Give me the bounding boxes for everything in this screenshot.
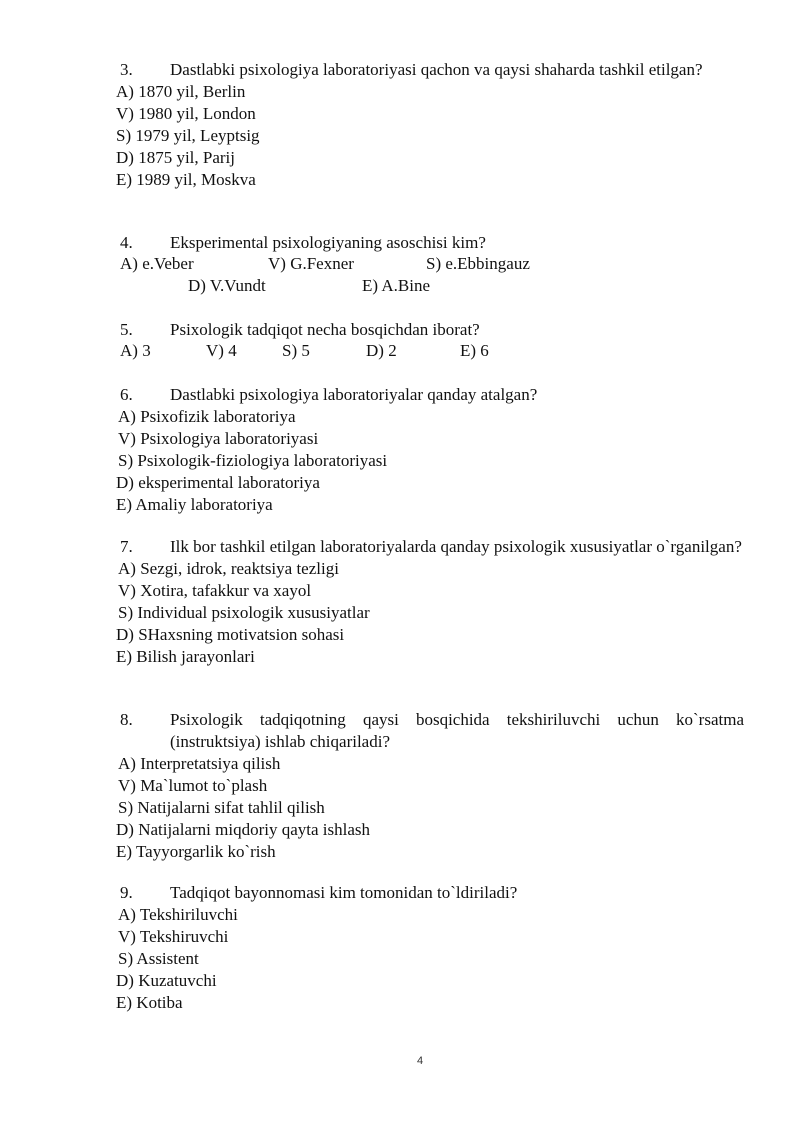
option-s: S) Natijalarni sifat tahlil qilish — [118, 798, 325, 817]
option-e: E) Amaliy laboratoriya — [116, 495, 273, 514]
question-number: 6. — [120, 385, 133, 404]
question-4 — [116, 232, 744, 298]
option-e: E) 1989 yil, Moskva — [116, 170, 256, 189]
options-row — [116, 341, 744, 363]
question-stem — [116, 59, 744, 81]
question-text: Eksperimental psixologiyaning asoschisi kim? — [170, 233, 486, 252]
option-s: S) Psixologik-fiziologiya laboratoriyasi — [118, 451, 388, 470]
question-stem — [116, 709, 744, 753]
option-e: E) 6 — [460, 341, 489, 360]
question-stem — [116, 232, 744, 254]
question-5 — [116, 319, 744, 363]
option-d: D) SHaxsning motivatsion sohasi — [116, 625, 345, 644]
option-a: A) 3 — [120, 341, 151, 360]
option-s: S) 5 — [282, 341, 310, 360]
question-stem — [116, 319, 744, 341]
question-stem — [116, 536, 744, 558]
option-v: V) 4 — [206, 341, 237, 360]
option-s: S) Individual psixologik xususiyatlar — [118, 603, 370, 622]
question-text: Dastlabki psixologiya laboratoriyalar qanday atalgan? — [170, 385, 538, 404]
option-e: E) Kotiba — [116, 993, 183, 1012]
option-e: E) Bilish jarayonlari — [116, 647, 255, 666]
options-row-2 — [116, 276, 744, 298]
option-d: D) 1875 yil, Parij — [116, 148, 235, 167]
question-stem — [116, 384, 744, 406]
option-v: V) Ma`lumot to`plash — [118, 776, 268, 795]
question-8 — [116, 709, 744, 863]
answer-options — [116, 558, 744, 668]
question-number: 9. — [120, 883, 133, 902]
option-d: D) V.Vundt — [188, 276, 266, 295]
question-number: 5. — [120, 320, 133, 339]
answer-options — [116, 406, 744, 516]
question-number: 4. — [120, 233, 133, 252]
option-v: V) Tekshiruvchi — [118, 927, 229, 946]
option-s: S) Assistent — [118, 949, 199, 968]
option-e: E) A.Bine — [362, 276, 430, 295]
question-9 — [116, 882, 744, 1014]
question-number: 8. — [120, 710, 133, 729]
option-a: A) Sezgi, idrok, reaktsiya tezligi — [118, 559, 339, 578]
question-6 — [116, 384, 744, 516]
option-v: V) G.Fexner — [268, 254, 354, 273]
options-row-1 — [116, 254, 744, 276]
page-number: 4 — [416, 1055, 424, 1067]
option-s: S) 1979 yil, Leyptsig — [116, 126, 260, 145]
option-v: V) 1980 yil, London — [116, 104, 256, 123]
option-d: D) Kuzatuvchi — [116, 971, 217, 990]
option-a: A) Interpretatsiya qilish — [118, 754, 281, 773]
option-s: S) e.Ebbingauz — [426, 254, 530, 273]
answer-options — [116, 904, 744, 1014]
question-stem — [116, 882, 744, 904]
answer-options — [116, 81, 744, 191]
option-d: D) 2 — [366, 341, 397, 360]
question-3 — [116, 59, 744, 191]
option-v: V) Psixologiya laboratoriyasi — [118, 429, 319, 448]
question-text: Psixologik tadqiqot necha bosqichdan iborat? — [170, 320, 480, 339]
option-v: V) Xotira, tafakkur va xayol — [118, 581, 312, 600]
question-text: Dastlabki psixologiya laboratoriyasi qachon va qaysi shaharda tashkil etilgan? — [170, 60, 703, 79]
question-text: Tadqiqot bayonnomasi kim tomonidan to`ldiriladi? — [170, 883, 518, 902]
option-a: A) Psixofizik laboratoriya — [118, 407, 296, 426]
question-number: 7. — [120, 537, 133, 556]
option-a: A) 1870 yil, Berlin — [116, 82, 246, 101]
answer-options — [116, 753, 744, 863]
question-7 — [116, 536, 744, 668]
option-d: D) Natijalarni miqdoriy qayta ishlash — [116, 820, 370, 839]
option-e: E) Tayyorgarlik ko`rish — [116, 842, 276, 861]
option-d: D) eksperimental laboratoriya — [116, 473, 320, 492]
option-a: A) Tekshiriluvchi — [118, 905, 238, 924]
question-text: Ilk bor tashkil etilgan laboratoriyalarda qanday psixologik xususiyatlar o`rganilgan? — [170, 537, 742, 556]
option-a: A) e.Veber — [120, 254, 194, 273]
question-number: 3. — [120, 60, 133, 79]
question-text: Psixologik tadqiqotning qaysi bosqichida tekshiriluvchi uchun ko`rsatma (instruktsiya) ishlab chiqariladi? — [170, 710, 744, 751]
